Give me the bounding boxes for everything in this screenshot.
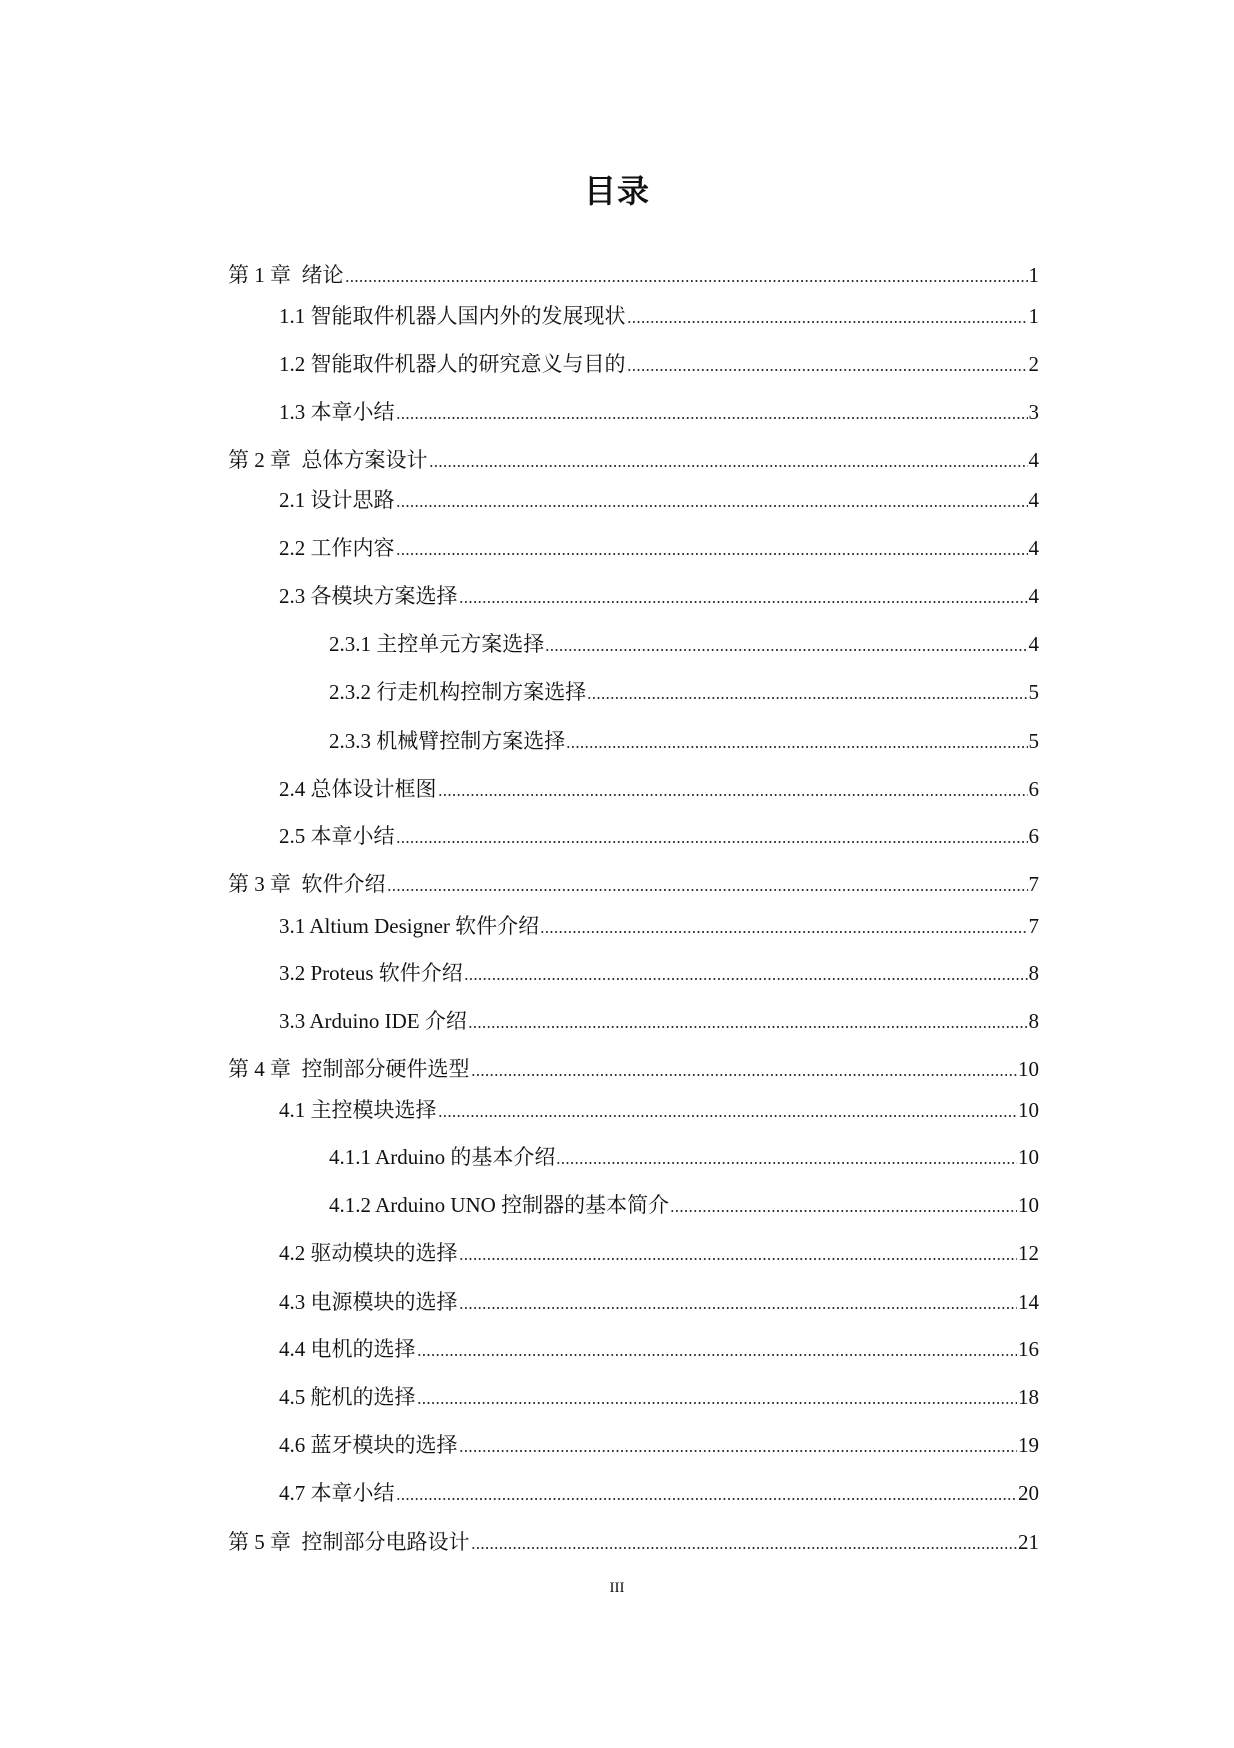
dot-leader xyxy=(471,1546,1018,1550)
dot-leader xyxy=(396,416,1028,420)
dot-leader xyxy=(566,745,1027,749)
toc-entry[interactable] xyxy=(279,1007,1039,1035)
toc-entry-page: 3 xyxy=(1028,400,1039,424)
dot-leader xyxy=(670,1209,1017,1213)
dot-leader xyxy=(468,1025,1028,1029)
toc-entry-page: 5 xyxy=(1028,729,1039,753)
dot-leader xyxy=(459,1449,1018,1453)
toc-entry-page: 4 xyxy=(1028,536,1039,560)
toc-entry-page: 10 xyxy=(1018,1057,1039,1081)
dot-leader xyxy=(464,977,1028,981)
toc-entry-label: 1.1 智能取件机器人国内外的发展现状 xyxy=(279,304,626,328)
dot-leader xyxy=(587,696,1027,700)
toc-entry[interactable] xyxy=(228,446,1039,474)
toc-entry[interactable] xyxy=(228,1528,1039,1556)
toc-entry-page: 6 xyxy=(1028,777,1039,801)
toc-entry[interactable] xyxy=(279,1288,1039,1316)
toc-entry-label: 第 4 章 控制部分硬件选型 xyxy=(228,1057,470,1081)
toc-entry[interactable] xyxy=(228,1055,1039,1083)
toc-entry[interactable] xyxy=(279,534,1039,562)
toc-entry[interactable] xyxy=(279,1479,1039,1507)
toc-entry-label: 2.4 总体设计框图 xyxy=(279,777,437,801)
dot-leader xyxy=(387,888,1028,892)
toc-entry-label: 4.1.1 Arduino 的基本介绍 xyxy=(329,1145,556,1169)
toc-entry[interactable] xyxy=(279,582,1039,610)
toc-entry-label: 4.5 舵机的选择 xyxy=(279,1385,416,1409)
toc-entry-label: 4.6 蓝牙模块的选择 xyxy=(279,1433,458,1457)
toc-entry-label: 2.3.1 主控单元方案选择 xyxy=(329,632,545,656)
toc-entry-label: 2.3 各模块方案选择 xyxy=(279,584,458,608)
toc-entry-label: 4.4 电机的选择 xyxy=(279,1337,416,1361)
toc-entry-page: 5 xyxy=(1028,680,1039,704)
dot-leader xyxy=(429,464,1028,468)
toc-entry-page: 2 xyxy=(1028,352,1039,376)
toc-entry-page: 1 xyxy=(1028,263,1039,287)
dot-leader xyxy=(417,1401,1018,1405)
toc-entry-page: 7 xyxy=(1028,872,1039,896)
toc-entry[interactable] xyxy=(279,1335,1039,1363)
page-number: III xyxy=(609,1580,625,1596)
toc-entry[interactable] xyxy=(228,870,1039,898)
toc-entry-label: 4.1.2 Arduino UNO 控制器的基本简介 xyxy=(329,1193,670,1217)
toc-entry-label: 2.5 本章小结 xyxy=(279,824,395,848)
toc-entry-page: 4 xyxy=(1028,488,1039,512)
toc-entry-label: 第 5 章 控制部分电路设计 xyxy=(228,1530,470,1554)
toc-entry-page: 16 xyxy=(1018,1337,1039,1361)
dot-leader xyxy=(345,279,1028,283)
toc-entry-label: 4.3 电源模块的选择 xyxy=(279,1290,458,1314)
dot-leader xyxy=(627,320,1028,324)
toc-entry-label: 第 3 章 软件介绍 xyxy=(228,872,386,896)
toc-entry-page: 4 xyxy=(1028,448,1039,472)
toc-entry-label: 4.2 驱动模块的选择 xyxy=(279,1241,458,1265)
toc-entry-label: 4.1 主控模块选择 xyxy=(279,1098,437,1122)
toc-entry-page: 4 xyxy=(1028,632,1039,656)
toc-entry[interactable] xyxy=(329,630,1039,658)
dot-leader xyxy=(438,1114,1018,1118)
toc-entry-label: 2.3.3 机械臂控制方案选择 xyxy=(329,729,566,753)
dot-leader xyxy=(396,504,1028,508)
toc-entry-label: 4.7 本章小结 xyxy=(279,1481,395,1505)
toc-entry[interactable] xyxy=(279,398,1039,426)
dot-leader xyxy=(459,1306,1018,1310)
dot-leader xyxy=(459,1257,1018,1261)
dot-leader xyxy=(459,600,1028,604)
toc-entry-page: 10 xyxy=(1018,1145,1039,1169)
toc-entry-page: 12 xyxy=(1018,1241,1039,1265)
toc-entry-page: 1 xyxy=(1028,304,1039,328)
toc-entry[interactable] xyxy=(329,678,1039,706)
toc-entry-label: 第 1 章 绪论 xyxy=(228,263,344,287)
toc-entry-page: 10 xyxy=(1018,1193,1039,1217)
toc-entry-page: 4 xyxy=(1028,584,1039,608)
dot-leader xyxy=(556,1161,1017,1165)
toc-entry-page: 7 xyxy=(1028,914,1039,938)
toc-entry[interactable] xyxy=(279,775,1039,803)
dot-leader xyxy=(396,1497,1018,1501)
toc-entry[interactable] xyxy=(279,302,1039,330)
toc-entry-page: 6 xyxy=(1028,824,1039,848)
dot-leader xyxy=(627,368,1028,372)
page-title: 目录 xyxy=(583,172,650,210)
dot-leader xyxy=(396,840,1028,844)
toc-entry-page: 18 xyxy=(1018,1385,1039,1409)
toc-entry[interactable] xyxy=(228,261,1039,289)
toc-entry-label: 3.2 Proteus 软件介绍 xyxy=(279,961,463,985)
dot-leader xyxy=(471,1073,1018,1077)
toc-entry-label: 3.1 Altium Designer 软件介绍 xyxy=(279,914,540,938)
toc-entry-label: 2.3.2 行走机构控制方案选择 xyxy=(329,680,587,704)
toc-entry[interactable] xyxy=(279,1431,1039,1459)
toc-entry-page: 14 xyxy=(1018,1290,1039,1314)
dot-leader xyxy=(396,552,1028,556)
dot-leader xyxy=(438,793,1028,797)
toc-entry[interactable] xyxy=(329,727,1039,755)
toc-entry[interactable] xyxy=(329,1143,1039,1171)
toc-entry-label: 第 2 章 总体方案设计 xyxy=(228,448,428,472)
toc-entry-label: 2.1 设计思路 xyxy=(279,488,395,512)
toc-entry-label: 1.2 智能取件机器人的研究意义与目的 xyxy=(279,352,626,376)
toc-entry-page: 21 xyxy=(1018,1530,1039,1554)
toc-entry[interactable] xyxy=(279,1096,1039,1124)
toc-entry[interactable] xyxy=(279,350,1039,378)
toc-entry-page: 19 xyxy=(1018,1433,1039,1457)
toc-entry[interactable] xyxy=(279,959,1039,987)
toc-entry[interactable] xyxy=(279,1239,1039,1267)
toc-entry-page: 8 xyxy=(1028,961,1039,985)
dot-leader xyxy=(540,930,1027,934)
toc-entry-page: 10 xyxy=(1018,1098,1039,1122)
toc-entry[interactable] xyxy=(279,912,1039,940)
toc-entry-page: 8 xyxy=(1028,1009,1039,1033)
toc-entry[interactable] xyxy=(279,486,1039,514)
toc-entry[interactable] xyxy=(329,1191,1039,1219)
toc-entry[interactable] xyxy=(279,822,1039,850)
dot-leader xyxy=(545,648,1027,652)
dot-leader xyxy=(417,1353,1018,1357)
toc-entry-label: 1.3 本章小结 xyxy=(279,400,395,424)
toc-entry[interactable] xyxy=(279,1383,1039,1411)
toc-entry-page: 20 xyxy=(1018,1481,1039,1505)
toc-entry-label: 3.3 Arduino IDE 介绍 xyxy=(279,1009,467,1033)
toc-entry-label: 2.2 工作内容 xyxy=(279,536,395,560)
